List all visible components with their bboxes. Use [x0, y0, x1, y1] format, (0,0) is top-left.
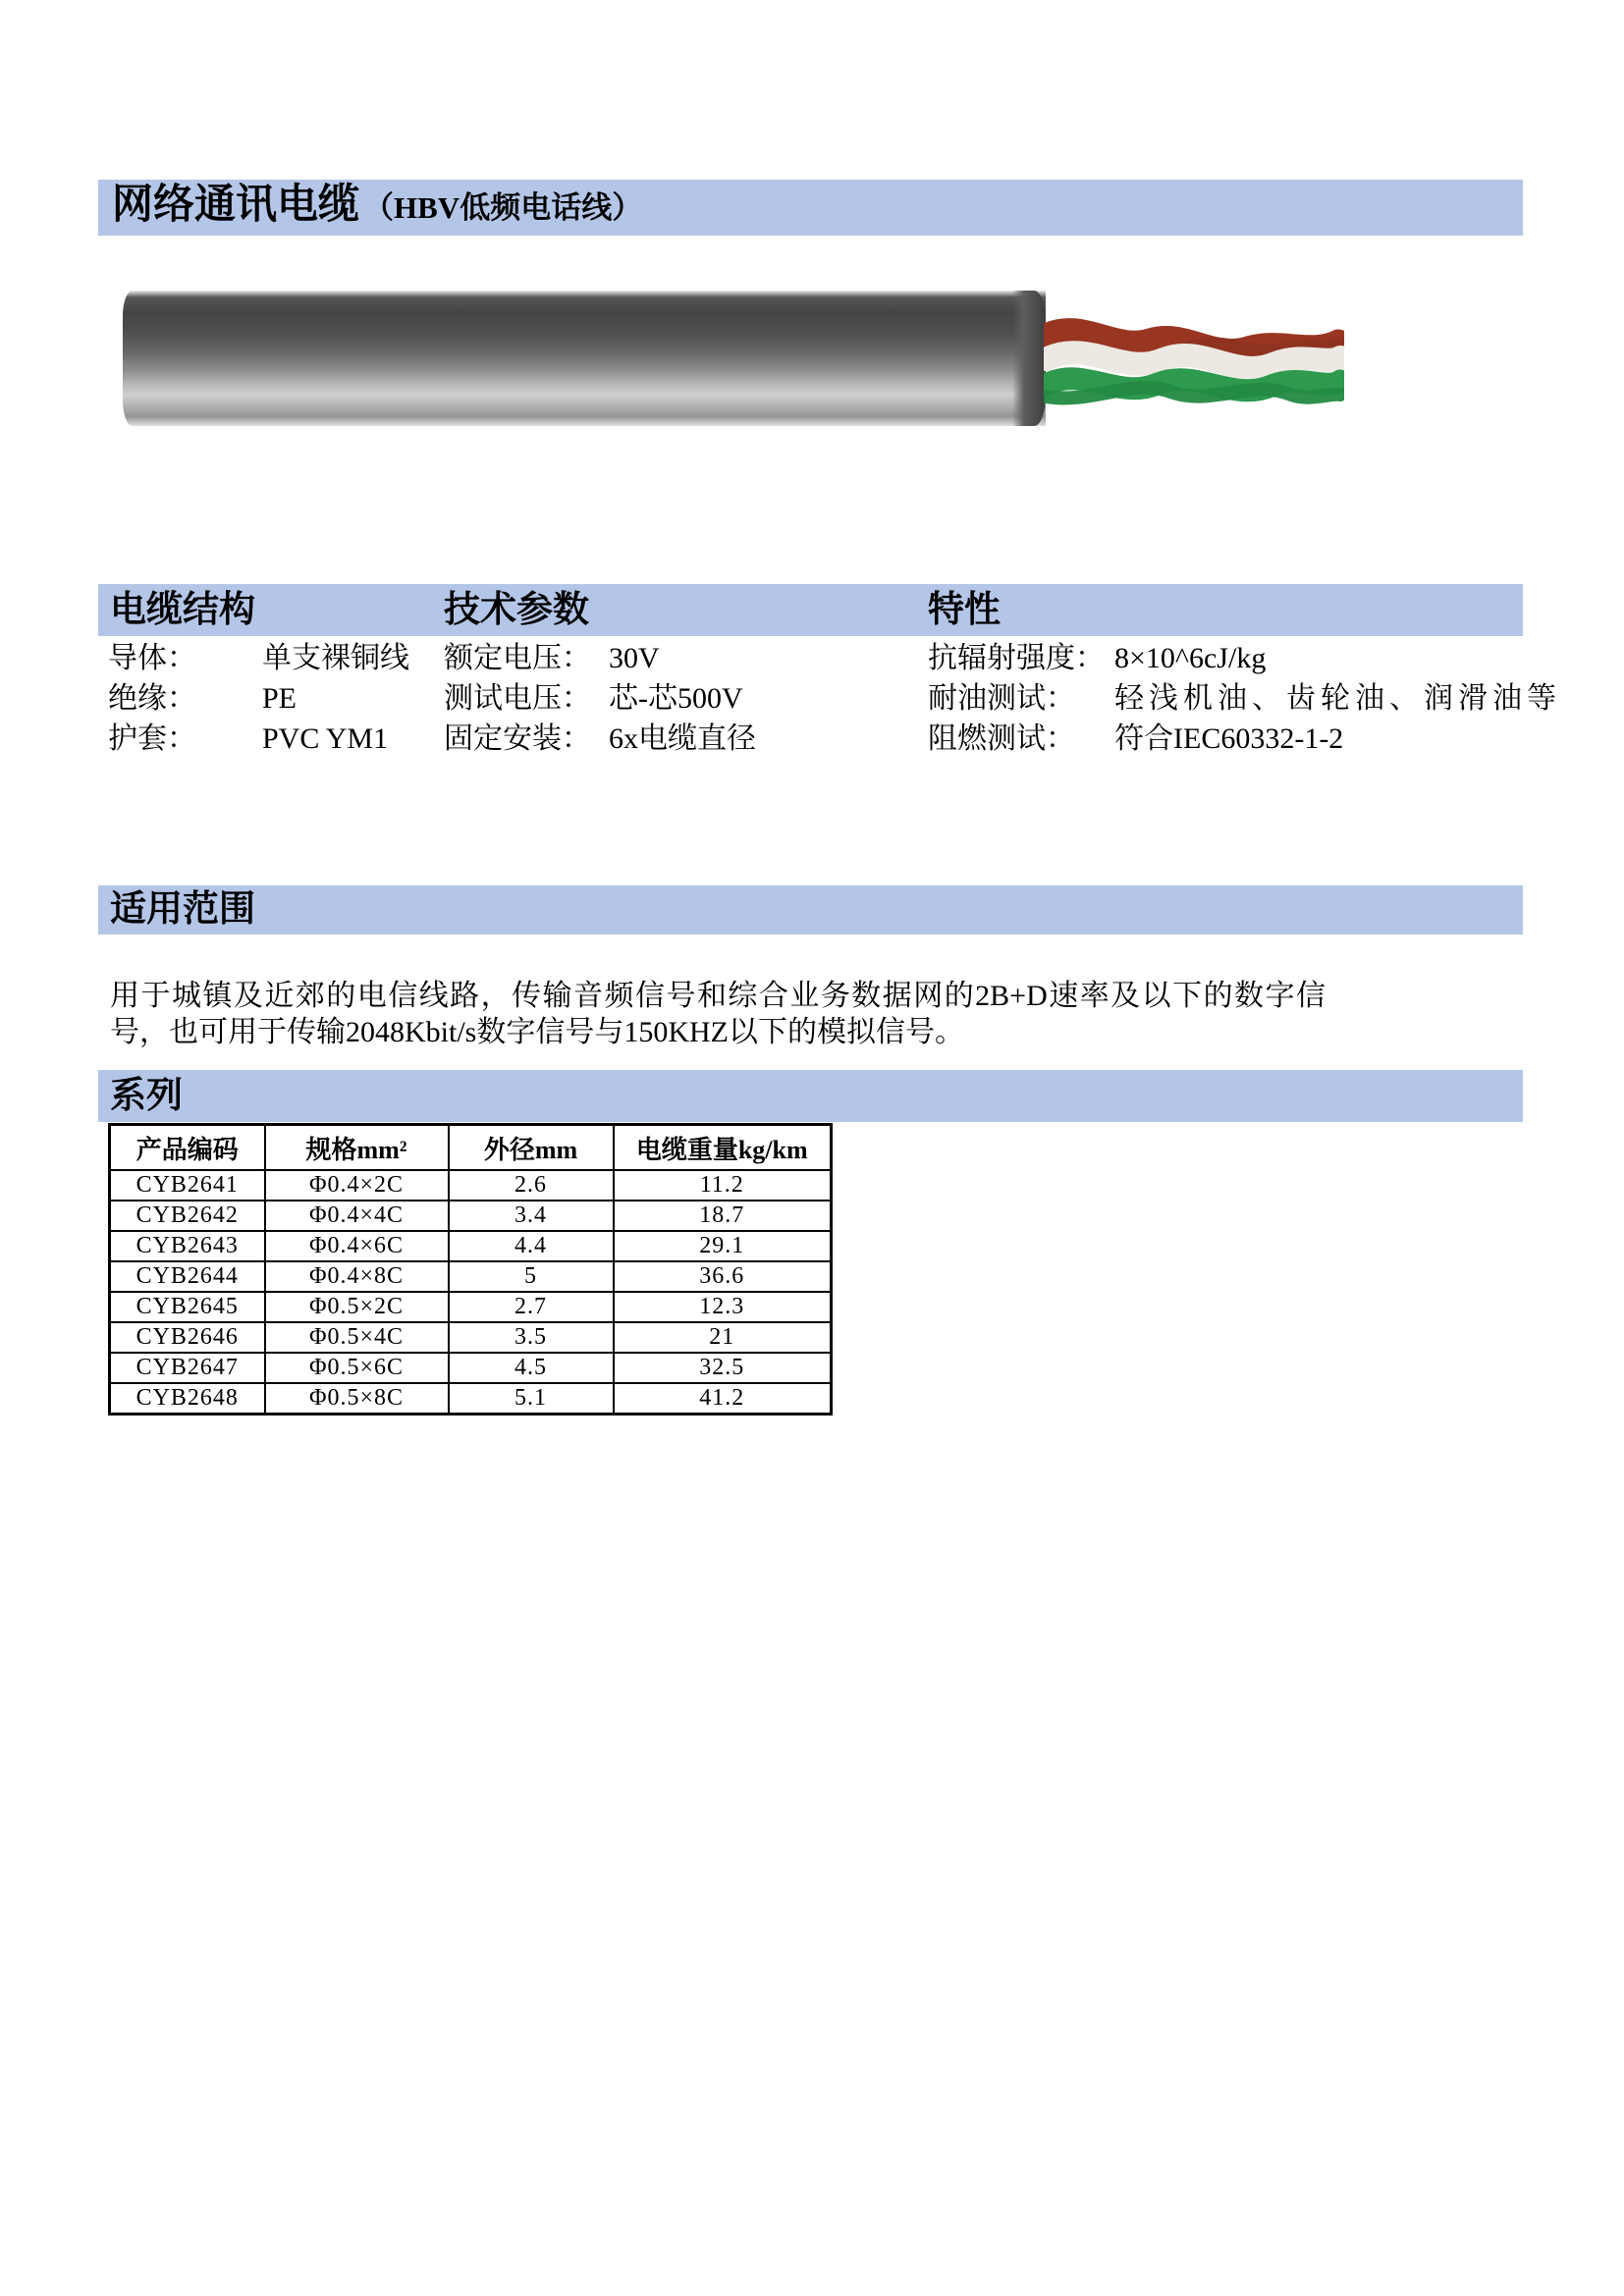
- table-cell: 18.7: [614, 1201, 832, 1231]
- table-cell: 2.6: [449, 1170, 614, 1201]
- cable-jacket-cut-face: [1012, 291, 1046, 426]
- table-cell: 5.1: [449, 1383, 614, 1415]
- table-cell: Φ0.5×6C: [265, 1353, 449, 1383]
- page-title: 网络通讯电缆: [112, 183, 360, 228]
- table-cell: CYB2641: [110, 1170, 265, 1201]
- section-header-series: 系列: [110, 1076, 183, 1116]
- table-cell: 11.2: [614, 1170, 832, 1201]
- table-cell: Φ0.4×4C: [265, 1201, 449, 1231]
- table-cell: 21: [614, 1322, 832, 1353]
- table-cell: 3.5: [449, 1322, 614, 1353]
- spec-value: 符合IEC60332-1-2: [1114, 722, 1344, 755]
- table-cell: 4.5: [449, 1353, 614, 1383]
- table-cell: 2.7: [449, 1292, 614, 1322]
- section-header-parameters: 技术参数: [444, 590, 589, 630]
- spec-value: 6x电缆直径: [609, 722, 756, 755]
- spec-label: 导体：: [108, 642, 196, 674]
- table-header-cell: 电缆重量kg/km: [614, 1125, 832, 1171]
- table-cell: CYB2644: [110, 1261, 265, 1292]
- table-row: [110, 1201, 832, 1231]
- series-table: [108, 1123, 833, 1415]
- table-cell: 29.1: [614, 1231, 832, 1261]
- table-cell: Φ0.5×4C: [265, 1322, 449, 1353]
- table-cell: CYB2648: [110, 1383, 265, 1415]
- spec-value: PVC YM1: [262, 722, 389, 755]
- table-header-cell: 外径mm: [449, 1125, 614, 1171]
- table-cell: 41.2: [614, 1383, 832, 1415]
- spec-label: 测试电压：: [444, 682, 591, 715]
- table-row: [110, 1292, 832, 1322]
- table-cell: Φ0.5×8C: [265, 1383, 449, 1415]
- features-spec-list: [928, 638, 1561, 759]
- spec-label: 额定电压：: [444, 642, 591, 674]
- spec-row: [108, 719, 409, 759]
- table-cell: 32.5: [614, 1353, 832, 1383]
- spec-label: 耐油测试：: [928, 682, 1075, 715]
- table-cell: Φ0.4×2C: [265, 1170, 449, 1201]
- spec-row: [928, 638, 1561, 678]
- spec-value: 单支裸铜线: [262, 642, 409, 674]
- table-cell: 12.3: [614, 1292, 832, 1322]
- section-header-structure: 电缆结构: [110, 590, 255, 630]
- table-cell: Φ0.4×6C: [265, 1231, 449, 1261]
- table-row: [110, 1383, 832, 1415]
- spec-row: [108, 678, 409, 719]
- structure-spec-list: [108, 638, 409, 759]
- spec-row: [928, 678, 1561, 719]
- spec-row: [108, 638, 409, 678]
- spec-row: [444, 719, 756, 759]
- page-subtitle: （HBV低频电话线）: [363, 190, 643, 225]
- table-cell: Φ0.5×2C: [265, 1292, 449, 1322]
- spec-row: [928, 719, 1561, 759]
- parameters-spec-list: [444, 638, 756, 759]
- table-cell: CYB2647: [110, 1353, 265, 1383]
- table-header-row: [110, 1125, 832, 1171]
- table-cell: 4.4: [449, 1231, 614, 1261]
- cable-jacket: [123, 291, 1046, 426]
- table-row: [110, 1322, 832, 1353]
- table-header-cell: 规格mm²: [265, 1125, 449, 1171]
- scope-paragraph: 用于城镇及近郊的电信线路，传输音频信号和综合业务数据网的2B+D速率及以下的数字信号，也可用于传输2048Kbit/s数字信号与150KHZ以下的模拟信号。: [110, 980, 1326, 1048]
- spec-label: 绝缘：: [108, 682, 196, 715]
- table-row: [110, 1261, 832, 1292]
- spec-label: 固定安装：: [444, 722, 591, 755]
- section-header-features: 特性: [928, 590, 1001, 630]
- table-cell: CYB2643: [110, 1231, 265, 1261]
- section-header-scope: 适用范围: [110, 889, 255, 930]
- scope-banner: [98, 885, 1523, 934]
- spec-row: [444, 678, 756, 719]
- table-row: [110, 1231, 832, 1261]
- table-cell: Φ0.4×8C: [265, 1261, 449, 1292]
- spec-label: 护套：: [108, 722, 196, 755]
- spec-value: 30V: [609, 642, 660, 674]
- table-cell: 36.6: [614, 1261, 832, 1292]
- table-cell: CYB2646: [110, 1322, 265, 1353]
- table-cell: CYB2645: [110, 1292, 265, 1322]
- series-banner: [98, 1070, 1523, 1122]
- table-header-cell: 产品编码: [110, 1125, 265, 1171]
- spec-value: 8×10^6cJ/kg: [1114, 642, 1267, 674]
- table-row: [110, 1170, 832, 1201]
- spec-sections-banner: [98, 584, 1523, 636]
- spec-value: 芯-芯500V: [609, 682, 743, 715]
- table-cell: 5: [449, 1261, 614, 1292]
- table-cell: 3.4: [449, 1201, 614, 1231]
- spec-value: PE: [262, 682, 298, 715]
- table-row: [110, 1353, 832, 1383]
- table-cell: CYB2642: [110, 1201, 265, 1231]
- spec-value: 轻浅机油、齿轮油、润滑油等: [1114, 682, 1561, 715]
- product-photo-cable: [123, 291, 1345, 428]
- spec-label: 阻燃测试：: [928, 722, 1075, 755]
- spec-label: 抗辐射强度：: [928, 642, 1105, 674]
- twisted-pairs-graphic: [1044, 306, 1344, 410]
- title-banner: [98, 180, 1523, 236]
- spec-row: [444, 638, 756, 678]
